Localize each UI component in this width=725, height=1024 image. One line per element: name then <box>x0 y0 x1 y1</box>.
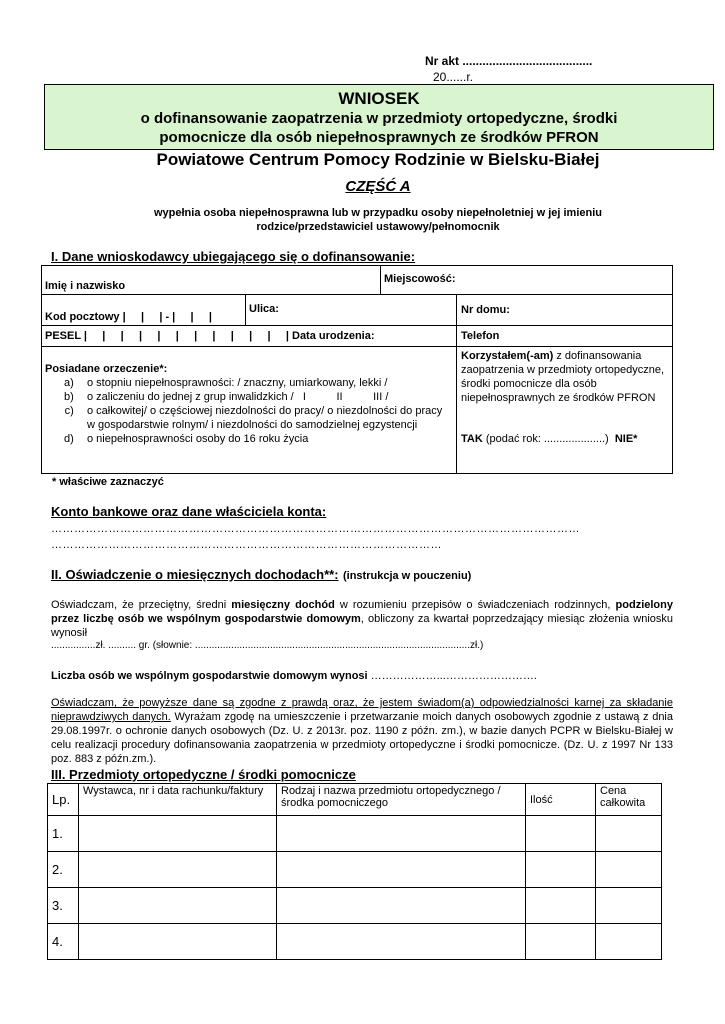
footnote: * właściwe zaznaczyć <box>52 476 164 488</box>
col-header-quantity: Ilość <box>526 784 596 816</box>
house-number-label: Nr domu: <box>461 304 510 316</box>
price-cell[interactable] <box>596 852 662 888</box>
income-text-b: miesięczny dochód <box>231 599 335 611</box>
disability-options <box>45 376 453 446</box>
income-text-d: podzielony przez liczbę osób we wspólnym gospodarstwie domowym <box>51 599 673 625</box>
section3-title: III. Przedmioty ortopedyczne / środki pomocnicze <box>51 767 356 782</box>
row-number: 4. <box>48 924 79 960</box>
issuer-cell[interactable] <box>79 816 277 852</box>
quantity-cell[interactable] <box>526 816 596 852</box>
bank-account-line2[interactable]: ………………………………………………………………………………………… <box>51 539 442 551</box>
postal-code-field[interactable] <box>41 294 246 326</box>
file-number: Nr akt ....................................... <box>425 54 593 68</box>
part-heading: CZĘŚĆ A <box>345 178 411 195</box>
household-size-field[interactable]: ………………...……………………. <box>367 670 537 682</box>
fill-instruction <box>60 206 696 234</box>
form-title: WNIOSEK <box>338 89 420 108</box>
row-number: 1. <box>48 816 79 852</box>
pesel-label: PESEL | | | | | | | | | | | | Data urodzenia: <box>45 330 375 342</box>
date-field: 20......r. <box>433 70 474 84</box>
phone-label: Telefon <box>461 330 500 342</box>
price-cell[interactable] <box>596 888 662 924</box>
form-subtitle-line2: pomocnicze dla osób niepełnosprawnych ze środków PFRON <box>159 129 599 146</box>
table-row <box>48 888 662 924</box>
income-text-c: w rozumieniu przepisów o świadczeniach rodzinnych, <box>334 599 616 611</box>
postal-code-label: Kod pocztowy | | | - | | | <box>45 311 212 323</box>
household-size-label: Liczba osób we wspólnym gospodarstwie domowym wynosi <box>51 670 368 682</box>
items-table <box>47 783 662 960</box>
income-amount-field[interactable]: ................zł. .......... gr. (słownie: ...................................................................................................zł.) <box>51 640 484 651</box>
declaration <box>51 696 673 766</box>
disability-option-a[interactable]: a. o stopniu niepełnosprawności: / znaczny, umiarkowany, lekki / <box>83 376 453 390</box>
price-cell[interactable] <box>596 924 662 960</box>
items-table-header <box>48 784 662 816</box>
fill-instruction-line2: rodzice/przedstawiciel ustawowy/pełnomocnik <box>256 221 500 233</box>
fill-instruction-line1: wypełnia osoba niepełnosprawna lub w przypadku osoby niepełnoletniej w jej imieniu <box>153 207 603 219</box>
name-field[interactable] <box>41 265 381 295</box>
pfron-year-field[interactable]: (podać rok: ....................) <box>482 433 615 445</box>
col-header-issuer: Wystawca, nr i data rachunku/faktury <box>79 784 277 816</box>
pfron-history-text <box>461 349 669 405</box>
phone-field[interactable] <box>456 325 673 347</box>
row-number: 2. <box>48 852 79 888</box>
disability-option-d[interactable]: d. o niepełnosprawności osoby do 16 roku życia <box>83 432 453 446</box>
pfron-yes-option[interactable]: TAK <box>461 433 483 445</box>
street-field[interactable] <box>245 294 457 326</box>
institution-name: Powiatowe Centrum Pomocy Rodzinie w Bielsku-Białej <box>156 150 600 169</box>
row-number: 3. <box>48 888 79 924</box>
section2-title-note: (instrukcja w pouczeniu) <box>342 570 472 582</box>
disability-section <box>41 346 457 474</box>
col-header-item: Rodzaj i nazwa przedmiotu ortopedycznego / środka pomocniczego <box>277 784 526 816</box>
city-field[interactable] <box>380 265 673 295</box>
disability-title: Posiadane orzeczenie*: <box>45 363 168 375</box>
form-subtitle-line1: o dofinansowanie zaopatrzenia w przedmioty ortopedyczne, środki <box>140 110 618 127</box>
section1-title: I. Dane wnioskodawcy ubiegającego się o dofinansowanie: <box>51 249 416 264</box>
income-text-a: Oświadczam, że przeciętny, średni <box>51 599 232 611</box>
pfron-history-bold: Korzystałem(-am) <box>461 350 554 362</box>
household-size <box>51 670 537 682</box>
table-row <box>48 816 662 852</box>
quantity-cell[interactable] <box>526 852 596 888</box>
house-number-field[interactable] <box>456 294 673 326</box>
disability-option-c[interactable]: c. o całkowitej/ o częściowej niezdolności do pracy/ o niezdolności do pracy w gospodarstwie rolnym/ i niezdolności do samodzielnej egzystencji <box>83 404 453 432</box>
pfron-answer <box>461 433 637 445</box>
pesel-field[interactable] <box>41 325 457 347</box>
item-cell[interactable] <box>277 924 526 960</box>
bank-title: Konto bankowe oraz dane właściciela konta: <box>51 504 327 519</box>
table-row <box>48 924 662 960</box>
pfron-history-description: z dofinansowania zaopatrzenia w przedmioty ortopedyczne, środki pomocnicze dla osób niepełnosprawnych ze środków PFRON <box>461 350 664 404</box>
issuer-cell[interactable] <box>79 924 277 960</box>
item-cell[interactable] <box>277 888 526 924</box>
title-box <box>44 84 714 150</box>
disability-option-b[interactable]: b. o zaliczeniu do jednej z grup inwalidzkich / I II III / <box>83 390 453 404</box>
item-cell[interactable] <box>277 852 526 888</box>
quantity-cell[interactable] <box>526 888 596 924</box>
declaration-consent: Wyrażam zgodę na umieszczenie i przetwarzanie moich danych osobowych zgodnie z ustawą z dnia 29.08.1997r. o ochronie danych osobowych (Dz. U. z 2013r. poz. 1190 z późn. zm.), w bazie danych PCPR w Bielsku-Białej w celu realizacji procedury dofinansowania zaopatrzenia w przedmioty ortopedyczne i środki pomocnicze. (Dz. U. z 1997 Nr 133 poz. 883 z późn.zm.). <box>51 711 673 765</box>
price-cell[interactable] <box>596 816 662 852</box>
section2-heading <box>51 566 471 584</box>
item-cell[interactable] <box>277 816 526 852</box>
section2-title: II. Oświadczenie o miesięcznych dochodach**: <box>51 567 339 582</box>
income-statement <box>51 598 673 640</box>
bank-account-line1[interactable]: ………………………………………………………………………………………………………………………… <box>51 523 580 535</box>
income-text-e: , obliczony za kwartał poprzedzający miesiąc złożenia wniosku wynosił <box>51 613 673 639</box>
city-label: Miejscowość: <box>384 273 456 285</box>
pfron-history-section <box>456 346 673 474</box>
table-row <box>48 852 662 888</box>
quantity-cell[interactable] <box>526 924 596 960</box>
street-label: Ulica: <box>249 303 279 315</box>
col-header-lp: Lp. <box>48 784 79 816</box>
col-header-price: Cena całkowita <box>596 784 662 816</box>
issuer-cell[interactable] <box>79 888 277 924</box>
issuer-cell[interactable] <box>79 852 277 888</box>
name-label: Imię i nazwisko <box>45 280 126 292</box>
declaration-underlined: Oświadczam, że powyższe dane są zgodne z prawdą oraz, że jestem świadom(a) odpowiedzialności karnej za składanie nieprawdziwych danych. <box>51 697 673 723</box>
pfron-no-option[interactable]: NIE* <box>614 433 638 445</box>
